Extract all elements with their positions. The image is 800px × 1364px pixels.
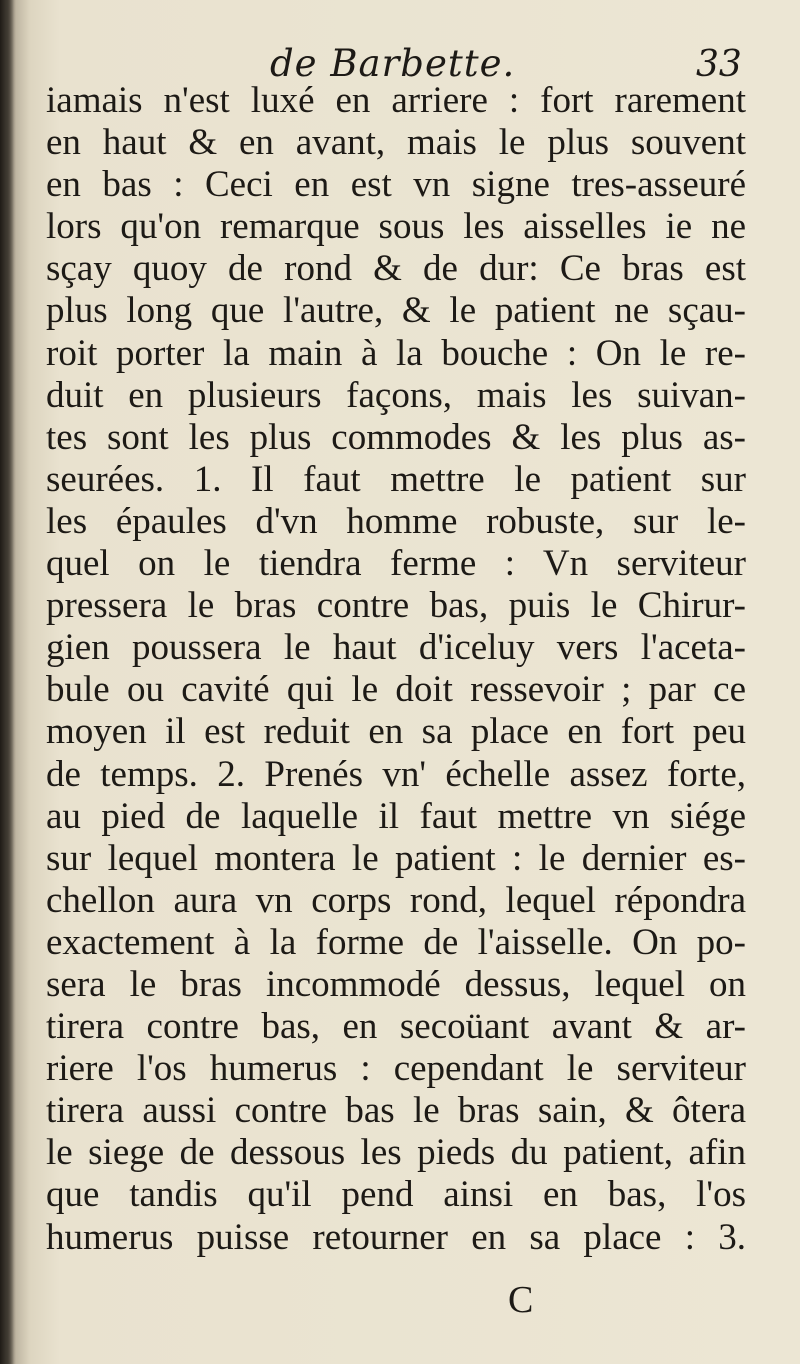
- text-line: tes sont les plus commodes & les plus as-: [46, 416, 746, 458]
- text-line: chellon aura vn corps rond, lequel répondra: [46, 879, 746, 921]
- text-line: tirera contre bas, en secoüant avant & ar-: [46, 1006, 746, 1048]
- text-line: riere l'os humerus : cependant le serviteur: [46, 1048, 746, 1090]
- text-line: les épaules d'vn homme robuste, sur le-: [46, 500, 746, 542]
- signature-mark: C: [508, 1279, 534, 1321]
- text-line: plus long que l'autre, & le patient ne sçau-: [46, 290, 746, 332]
- text-line: lors qu'on remarque sous les aisselles ie ne: [46, 206, 746, 248]
- text-line: quel on le tiendra ferme : Vn serviteur: [46, 543, 746, 585]
- text-line: humerus puisse retourner en sa place : 3.: [46, 1216, 746, 1258]
- text-line: sur lequel montera le patient : le dernier es-: [46, 837, 746, 879]
- page-number: 33: [696, 44, 742, 85]
- text-line: roit porter la main à la bouche : On le re-: [46, 332, 746, 374]
- text-line: bule ou cavité qui le doit ressevoir ; par ce: [46, 669, 746, 711]
- text-line: moyen il est reduit en sa place en fort peu: [46, 711, 746, 753]
- text-line: duit en plusieurs façons, mais les suivan-: [46, 374, 746, 416]
- text-line: tirera aussi contre bas le bras sain, & ôtera: [46, 1090, 746, 1132]
- text-line: sçay quoy de rond & de dur: Ce bras est: [46, 248, 746, 290]
- text-line: pressera le bras contre bas, puis le Chirur-: [46, 585, 746, 627]
- text-line: seurées. 1. Il faut mettre le patient sur: [46, 458, 746, 500]
- text-line: iamais n'est luxé en arriere : fort rarement: [46, 80, 746, 121]
- text-line: le siege de dessous les pieds du patient, afin: [46, 1132, 746, 1174]
- text-line: sera le bras incommodé dessus, lequel on: [46, 963, 746, 1005]
- text-line: gien poussera le haut d'iceluy vers l'aceta-: [46, 627, 746, 669]
- text-line: au pied de laquelle il faut mettre vn siége: [46, 795, 746, 837]
- text-line: exactement à la forme de l'aisselle. On po-: [46, 921, 746, 963]
- text-line: en haut & en avant, mais le plus souvent: [46, 122, 746, 164]
- text-line: en bas : Ceci en est vn signe tres-asseuré: [46, 164, 746, 206]
- running-head: de Barbette.: [270, 42, 516, 85]
- gutter-shadow: [0, 0, 14, 1364]
- body-text: [46, 80, 746, 1259]
- text-line: de temps. 2. Prenés vn' échelle assez forte,: [46, 753, 746, 795]
- text-line: que tandis qu'il pend ainsi en bas, l'os: [46, 1174, 746, 1216]
